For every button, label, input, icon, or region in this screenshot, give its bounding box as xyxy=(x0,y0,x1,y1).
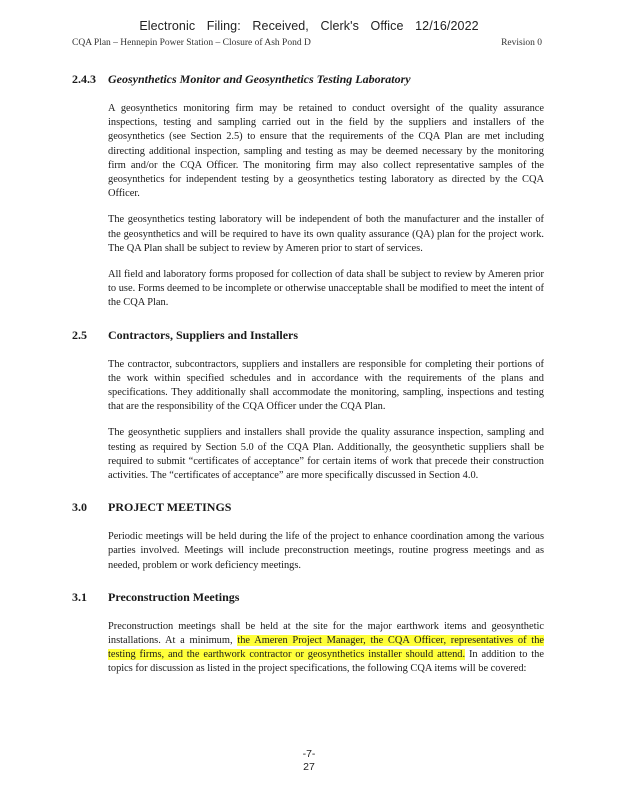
section-title: PROJECT MEETINGS xyxy=(108,500,232,515)
section-2-4-3-heading xyxy=(72,72,544,86)
running-header-revision: Revision 0 xyxy=(501,38,542,48)
paragraph-text: Preconstruction meetings shall be held at the site for the major earthwork items and geosynthetic installations. At a minimum, xyxy=(108,620,544,647)
paragraph: The geosynthetic suppliers and installers shall provide the quality assurance inspection, sampling and testing as required by Section 5.0 of the CQA Plan. Additionally, the geosynthetic suppliers shall be required to submit “certificates of acceptance” for certain items of work that precede their construction activities. The “certificates of acceptance” are more specifically discussed in Section 4.0. xyxy=(108,427,544,482)
highlighted-text: the Ameren Project Manager, the CQA Officer, representatives of the testing firms, and the earthwork contractor or geosynthetics installer should attend. xyxy=(108,635,544,661)
page-number: -7- xyxy=(302,748,316,760)
filing-stamp: Electronic Filing: Received, Clerk's Office 12/16/2022 xyxy=(139,19,479,33)
section-2-5-heading xyxy=(72,328,544,342)
running-header xyxy=(72,38,542,48)
section-number: 2.4.3 xyxy=(72,72,96,86)
paragraph: The contractor, subcontractors, suppliers and installers are responsible for completing their portions of the work within specified schedules and in accordance with the requirements of the plans and specifications. They additionally shall accommodate the monitoring, sampling, inspections and testing that are the responsibility of the CQA Officer under the CQA Plan. xyxy=(108,358,544,413)
section-number: 3.1 xyxy=(72,589,87,604)
section-number: 2.5 xyxy=(72,327,87,342)
sheet-number: 27 xyxy=(303,761,315,773)
page-footer xyxy=(0,748,618,774)
paragraph: Periodic meetings will be held during the life of the project to enhance coordination among the various parties involved. Meetings will include preconstruction meetings, routine progress meetings and as needed, problem or work deficiency meetings. xyxy=(108,531,544,571)
paragraph: A geosynthetics monitoring firm may be retained to conduct oversight of the quality assurance inspections, testing and sampling carried out in the field by the suppliers and installers of the geosynthetics (see Section 2.5) to ensure that the requirements of the CQA Plan are met including directing additional inspection, sampling and testing as may be deemed necessary by the monitoring firm and/or the CQA Officer. The monitoring firm may also collect representative samples of the geosynthetics for independent testing by a geosynthetics testing laboratory as directed by the CQA Officer. xyxy=(108,103,544,200)
paragraph: All field and laboratory forms proposed for collection of data shall be subject to review by Ameren prior to use. Forms deemed to be incomplete or otherwise unacceptable shall be modified to meet the intent of the CQA Plan. xyxy=(108,269,544,309)
section-3-0-heading xyxy=(72,500,544,514)
section-title: Geosynthetics Monitor and Geosynthetics Testing Laboratory xyxy=(108,72,411,86)
section-title: Contractors, Suppliers and Installers xyxy=(108,327,299,342)
document-body xyxy=(72,72,544,677)
paragraph: The geosynthetics testing laboratory will be independent of both the manufacturer and the installer of the geosynthetics and will be required to have its own quality assurance (QA) plan for the project work. The QA Plan shall be subject to review by Ameren prior to start of services. xyxy=(108,214,544,254)
paragraph-text: In addition to the topics for discussion as listed in the project specifications, the following CQA items will be covered: xyxy=(108,649,544,675)
section-title: Preconstruction Meetings xyxy=(108,589,240,604)
section-3-1-heading xyxy=(72,590,544,604)
section-number: 3.0 xyxy=(72,500,87,515)
running-header-title: CQA Plan – Hennepin Power Station – Closure of Ash Pond D xyxy=(72,38,311,48)
paragraph xyxy=(108,620,544,677)
